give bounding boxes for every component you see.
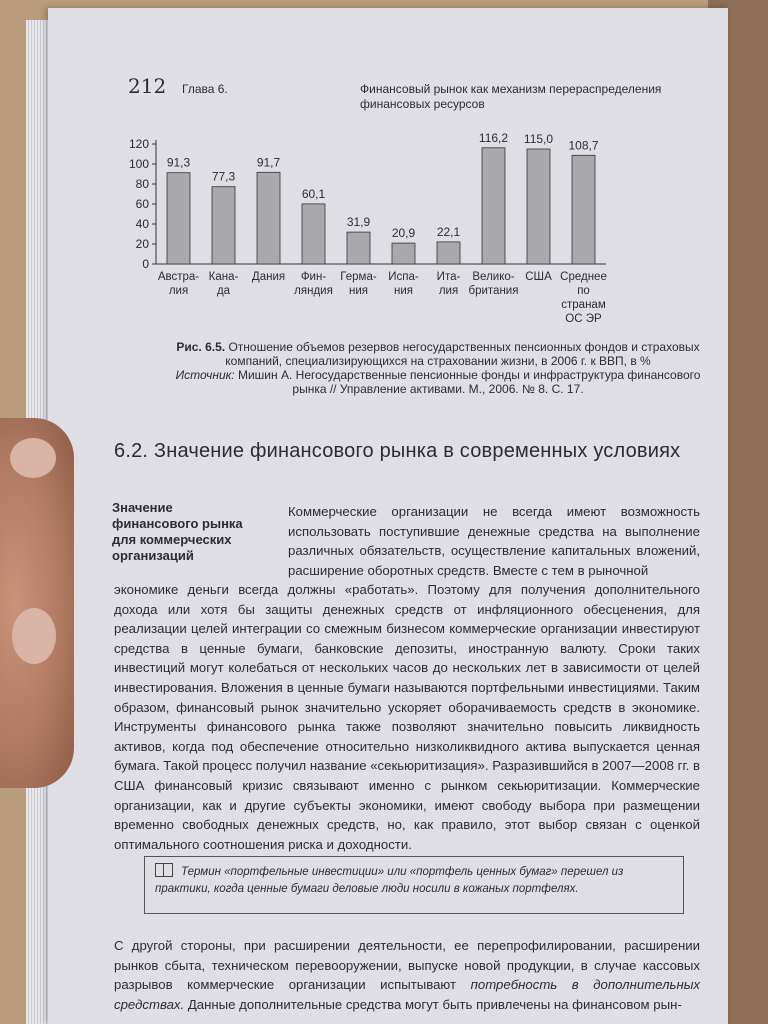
bar (392, 243, 415, 264)
paragraph-2-end: Данные дополнительные средства могут быть привлечены на финансовом рын- (187, 996, 682, 1012)
book-page (48, 8, 728, 1024)
y-tick-label: 40 (135, 217, 149, 231)
y-tick-label: 60 (135, 197, 149, 211)
y-tick-label: 100 (128, 157, 149, 171)
category-label: Ита-лия (436, 271, 461, 297)
note-text: Термин «портфельные инвестиции» или «портфель ценных бумаг» перешел из практики, когда ценные бумаги деловые люди носили в кожаных портфелях. (155, 866, 624, 895)
paragraph-2 (114, 936, 700, 1014)
bar (302, 204, 325, 264)
category-label: Испа-ния (388, 271, 419, 297)
page-number: 212 (128, 74, 167, 98)
category-label: Фин-ляндия (294, 271, 333, 297)
running-title: Финансовый рынок как механизм перераспределения финансовых ресурсов (360, 82, 662, 111)
bar (527, 149, 550, 264)
bar (572, 155, 595, 264)
paragraph-1-start: Коммерческие организации не всегда имеют возможность использовать поступившие денежные средства на выполнение различных обязательств, осуществление капитальных вложений, расширение оборотных средств. Вместе с тем в рыночной (288, 504, 700, 578)
fingernail (12, 608, 56, 664)
bar-value-label: 91,3 (166, 155, 191, 170)
note-box (144, 856, 684, 914)
category-label: Среднее по странам ОС ЭР (560, 271, 607, 325)
bar-value-label: 116,2 (478, 130, 509, 145)
holding-finger (0, 418, 74, 788)
caption-label: Рис. 6.5. (176, 340, 226, 354)
bar (482, 148, 505, 264)
source-text: Мишин А. Негосударственные пенсионные фонды и инфраструктура финансового рынка // Управление активами. М., 2006. № 8. С. 17. (237, 368, 701, 396)
category-label: США (525, 271, 552, 283)
category-label: Дания (251, 271, 286, 283)
source-label: Источник: (175, 368, 235, 382)
bar (347, 232, 370, 264)
bar (212, 187, 235, 264)
bar-value-label: 115,0 (523, 132, 554, 146)
paragraph-2-start: С другой стороны, при расширении деятельности, ее перепрофилировании, расширении рынков сбыта, техническом перевооружении, выпуске новой продукции, в случае кассовых разрывов коммерческие организации испытывают (114, 938, 700, 993)
category-label: Герма-ния (340, 271, 377, 297)
bar (257, 172, 280, 264)
bar (437, 242, 460, 264)
bar-value-label: 91,7 (256, 155, 281, 170)
side-heading: Значение финансового рынка для коммерческих организаций (112, 500, 243, 563)
caption-text: Отношение объемов резервов негосударственных пенсионных фондов и страховых компаний, специализирующихся на страховании жизни, в 2006 г. к ВВП, в % (225, 340, 700, 368)
fingernail (10, 438, 56, 478)
bar-value-label: 60,1 (301, 186, 326, 201)
bar-value-label: 77,3 (211, 169, 236, 184)
paragraph-1-rest: экономике деньги всегда должны «работать». Поэтому для получения дополнительного дохода или хотя бы защиты денежных средств от инфляционного обесценения, для реализации целей интеграции со смежным бизнесом коммерческие организации инвестируют средства в ценные бумаги, банковские депозиты, иностранную валюту. Сроки таких инвестиций могут колебаться от нескольких часов до нескольких лет в зависимости от целей инвестирования. Вложения в ценные бумаги называются портфельными инвестициями. Таким образом, финансовый рынок значительно ускоряет оборачиваемость средств в экономике. Инструменты финансового рынка также позволяют значительно повысить ликвидность активов, когда под обеспечение относительно низколиквидного актива выпускается ценная бумага. Такой процесс получил название «секьюритизация». Разразившийся в 2007—2008 гг. в США финансовый кризис связывают именно с рынком секьюритизации. Коммерческие организации, как и другие субъекты экономики, имеют свободу выбора при размещении временно свободных денежных средств, но, как правило, этот выбор связан с оценкой оптимального соотношения риска и доходности. (114, 582, 700, 852)
y-tick-label: 0 (142, 257, 149, 271)
paragraph-2-emphasis: потребность в дополнительных средствах. (114, 977, 701, 1012)
y-tick-label: 120 (128, 137, 149, 151)
y-tick-label: 20 (135, 237, 149, 251)
chapter-label: Глава 6. (182, 82, 228, 96)
bar (167, 173, 190, 264)
category-label: Австра-лия (157, 271, 200, 297)
y-tick-label: 80 (135, 177, 149, 191)
category-label: Кана-да (208, 271, 239, 297)
bar-value-label: 22,1 (436, 224, 461, 239)
book-icon (155, 863, 173, 877)
bar-chart (108, 128, 668, 333)
figure-caption (158, 340, 718, 396)
bar-value-label: 20,9 (391, 226, 416, 241)
section-heading: 6.2. Значение финансового рынка в современных условиях (114, 440, 681, 462)
category-label: Велико-британия (468, 271, 519, 297)
bar-value-label: 108,7 (568, 138, 599, 153)
bar-value-label: 31,9 (346, 215, 371, 230)
